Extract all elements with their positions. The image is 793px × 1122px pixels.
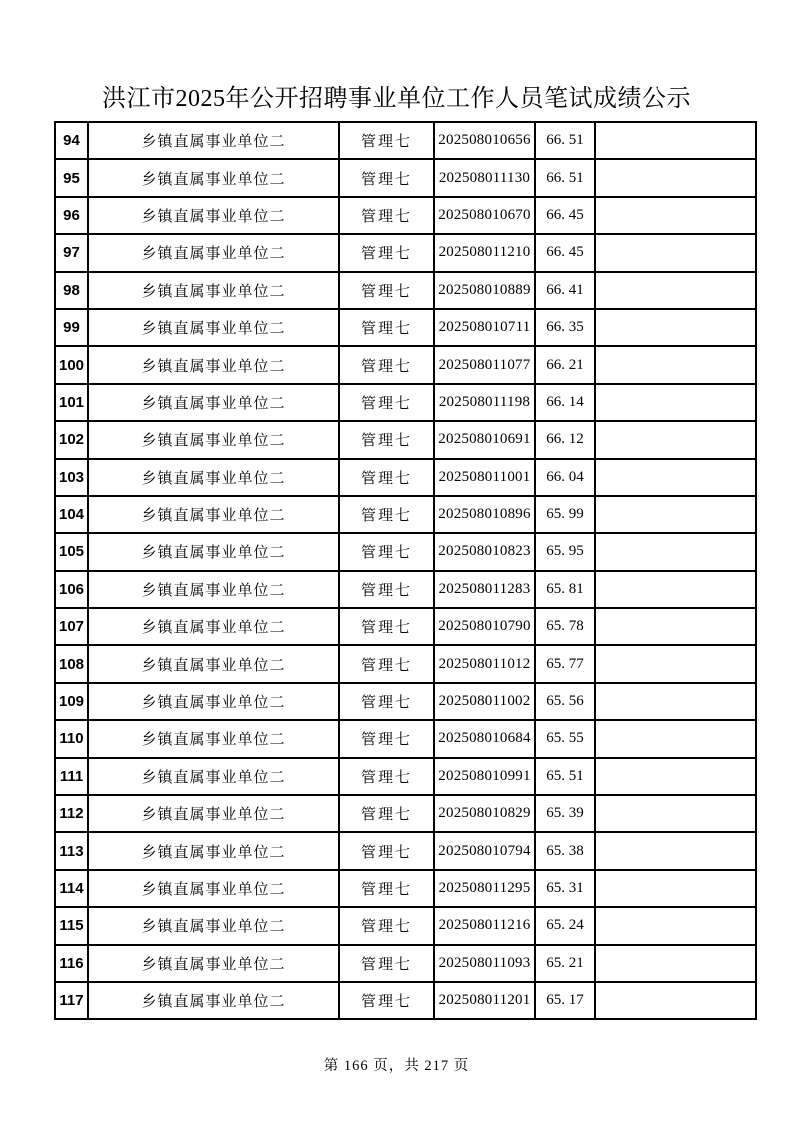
cell-remark [595,421,756,458]
cell-score: 66. 51 [535,159,595,196]
cell-rank: 100 [55,346,88,383]
cell-score: 66. 12 [535,421,595,458]
cell-score: 65. 21 [535,945,595,982]
cell-remark [595,758,756,795]
cell-position: 管理七 [339,571,434,608]
cell-remark [595,272,756,309]
cell-unit: 乡镇直属事业单位二 [88,870,339,907]
table-row [55,122,756,159]
cell-exam-id: 202508010829 [434,795,535,832]
cell-unit: 乡镇直属事业单位二 [88,758,339,795]
cell-score: 66. 45 [535,234,595,271]
cell-exam-id: 202508010794 [434,832,535,869]
cell-unit: 乡镇直属事业单位二 [88,645,339,682]
scores-table [54,121,757,1020]
cell-unit: 乡镇直属事业单位二 [88,197,339,234]
table-row [55,645,756,682]
cell-position: 管理七 [339,758,434,795]
cell-rank: 103 [55,459,88,496]
cell-exam-id: 202508010991 [434,758,535,795]
cell-exam-id: 202508011002 [434,683,535,720]
cell-unit: 乡镇直属事业单位二 [88,608,339,645]
cell-position: 管理七 [339,122,434,159]
cell-position: 管理七 [339,683,434,720]
cell-position: 管理七 [339,159,434,196]
cell-score: 65. 81 [535,571,595,608]
table-row [55,346,756,383]
cell-remark [595,832,756,869]
cell-rank: 95 [55,159,88,196]
cell-position: 管理七 [339,309,434,346]
cell-position: 管理七 [339,945,434,982]
cell-remark [595,159,756,196]
cell-exam-id: 202508011001 [434,459,535,496]
cell-rank: 107 [55,608,88,645]
cell-unit: 乡镇直属事业单位二 [88,309,339,346]
cell-unit: 乡镇直属事业单位二 [88,122,339,159]
cell-position: 管理七 [339,234,434,271]
cell-position: 管理七 [339,645,434,682]
cell-unit: 乡镇直属事业单位二 [88,533,339,570]
cell-rank: 97 [55,234,88,271]
cell-unit: 乡镇直属事业单位二 [88,496,339,533]
table-row [55,309,756,346]
cell-score: 66. 14 [535,384,595,421]
cell-score: 65. 24 [535,907,595,944]
cell-remark [595,571,756,608]
cell-unit: 乡镇直属事业单位二 [88,683,339,720]
cell-remark [595,309,756,346]
cell-exam-id: 202508010896 [434,496,535,533]
cell-score: 65. 31 [535,870,595,907]
cell-exam-id: 202508010711 [434,309,535,346]
table-row [55,832,756,869]
cell-unit: 乡镇直属事业单位二 [88,795,339,832]
page-title: 洪江市2025年公开招聘事业单位工作人员笔试成绩公示 [102,86,691,112]
cell-unit: 乡镇直属事业单位二 [88,459,339,496]
cell-position: 管理七 [339,421,434,458]
table-row [55,571,756,608]
cell-unit: 乡镇直属事业单位二 [88,159,339,196]
cell-remark [595,907,756,944]
cell-position: 管理七 [339,982,434,1019]
cell-score: 66. 21 [535,346,595,383]
cell-exam-id: 202508011283 [434,571,535,608]
page-number: 第 166 页，共 217 页 [323,1058,470,1074]
cell-rank: 115 [55,907,88,944]
cell-unit: 乡镇直属事业单位二 [88,234,339,271]
cell-exam-id: 202508011077 [434,346,535,383]
cell-score: 65. 95 [535,533,595,570]
cell-exam-id: 202508011012 [434,645,535,682]
table-row [55,234,756,271]
cell-rank: 101 [55,384,88,421]
cell-score: 65. 56 [535,683,595,720]
cell-position: 管理七 [339,496,434,533]
cell-rank: 116 [55,945,88,982]
cell-score: 65. 78 [535,608,595,645]
table-row [55,870,756,907]
cell-position: 管理七 [339,720,434,757]
table-row [55,945,756,982]
cell-remark [595,982,756,1019]
cell-exam-id: 202508011210 [434,234,535,271]
cell-exam-id: 202508010670 [434,197,535,234]
cell-position: 管理七 [339,346,434,383]
cell-remark [595,384,756,421]
cell-exam-id: 202508011130 [434,159,535,196]
cell-exam-id: 202508010823 [434,533,535,570]
cell-exam-id: 202508010656 [434,122,535,159]
cell-rank: 94 [55,122,88,159]
cell-rank: 104 [55,496,88,533]
cell-rank: 96 [55,197,88,234]
cell-remark [595,533,756,570]
table-row [55,982,756,1019]
cell-unit: 乡镇直属事业单位二 [88,384,339,421]
cell-exam-id: 202508011295 [434,870,535,907]
cell-exam-id: 202508010691 [434,421,535,458]
cell-score: 66. 35 [535,309,595,346]
cell-position: 管理七 [339,272,434,309]
cell-position: 管理七 [339,197,434,234]
cell-remark [595,197,756,234]
cell-unit: 乡镇直属事业单位二 [88,720,339,757]
cell-position: 管理七 [339,795,434,832]
cell-score: 66. 04 [535,459,595,496]
cell-remark [595,645,756,682]
cell-score: 65. 17 [535,982,595,1019]
cell-exam-id: 202508011216 [434,907,535,944]
cell-rank: 108 [55,645,88,682]
cell-unit: 乡镇直属事业单位二 [88,982,339,1019]
cell-exam-id: 202508011093 [434,945,535,982]
cell-score: 66. 51 [535,122,595,159]
table-row [55,720,756,757]
cell-rank: 112 [55,795,88,832]
cell-score: 65. 99 [535,496,595,533]
table-row [55,907,756,944]
cell-remark [595,945,756,982]
table-row [55,159,756,196]
cell-exam-id: 202508011201 [434,982,535,1019]
cell-unit: 乡镇直属事业单位二 [88,272,339,309]
cell-rank: 106 [55,571,88,608]
cell-score: 65. 39 [535,795,595,832]
cell-position: 管理七 [339,459,434,496]
cell-remark [595,122,756,159]
table-row [55,683,756,720]
cell-score: 66. 41 [535,272,595,309]
cell-unit: 乡镇直属事业单位二 [88,832,339,869]
table-row [55,533,756,570]
cell-rank: 110 [55,720,88,757]
table-row [55,496,756,533]
table-row [55,459,756,496]
cell-rank: 117 [55,982,88,1019]
cell-score: 65. 38 [535,832,595,869]
cell-rank: 114 [55,870,88,907]
cell-unit: 乡镇直属事业单位二 [88,421,339,458]
table-row [55,758,756,795]
cell-position: 管理七 [339,384,434,421]
table-row [55,608,756,645]
scores-table-body [55,122,756,1019]
table-row [55,384,756,421]
cell-score: 65. 77 [535,645,595,682]
cell-unit: 乡镇直属事业单位二 [88,907,339,944]
cell-remark [595,795,756,832]
cell-exam-id: 202508010684 [434,720,535,757]
cell-position: 管理七 [339,608,434,645]
cell-position: 管理七 [339,870,434,907]
cell-exam-id: 202508011198 [434,384,535,421]
table-row [55,197,756,234]
cell-unit: 乡镇直属事业单位二 [88,346,339,383]
cell-rank: 113 [55,832,88,869]
table-row [55,795,756,832]
cell-exam-id: 202508010889 [434,272,535,309]
cell-position: 管理七 [339,533,434,570]
cell-position: 管理七 [339,907,434,944]
cell-remark [595,459,756,496]
cell-rank: 105 [55,533,88,570]
cell-exam-id: 202508010790 [434,608,535,645]
cell-position: 管理七 [339,832,434,869]
table-row [55,421,756,458]
cell-remark [595,496,756,533]
cell-remark [595,346,756,383]
cell-rank: 111 [55,758,88,795]
cell-score: 65. 51 [535,758,595,795]
cell-unit: 乡镇直属事业单位二 [88,571,339,608]
cell-rank: 109 [55,683,88,720]
cell-remark [595,720,756,757]
cell-score: 65. 55 [535,720,595,757]
cell-unit: 乡镇直属事业单位二 [88,945,339,982]
cell-score: 66. 45 [535,197,595,234]
cell-remark [595,234,756,271]
cell-remark [595,870,756,907]
cell-rank: 98 [55,272,88,309]
cell-rank: 99 [55,309,88,346]
table-row [55,272,756,309]
cell-remark [595,608,756,645]
cell-remark [595,683,756,720]
cell-rank: 102 [55,421,88,458]
